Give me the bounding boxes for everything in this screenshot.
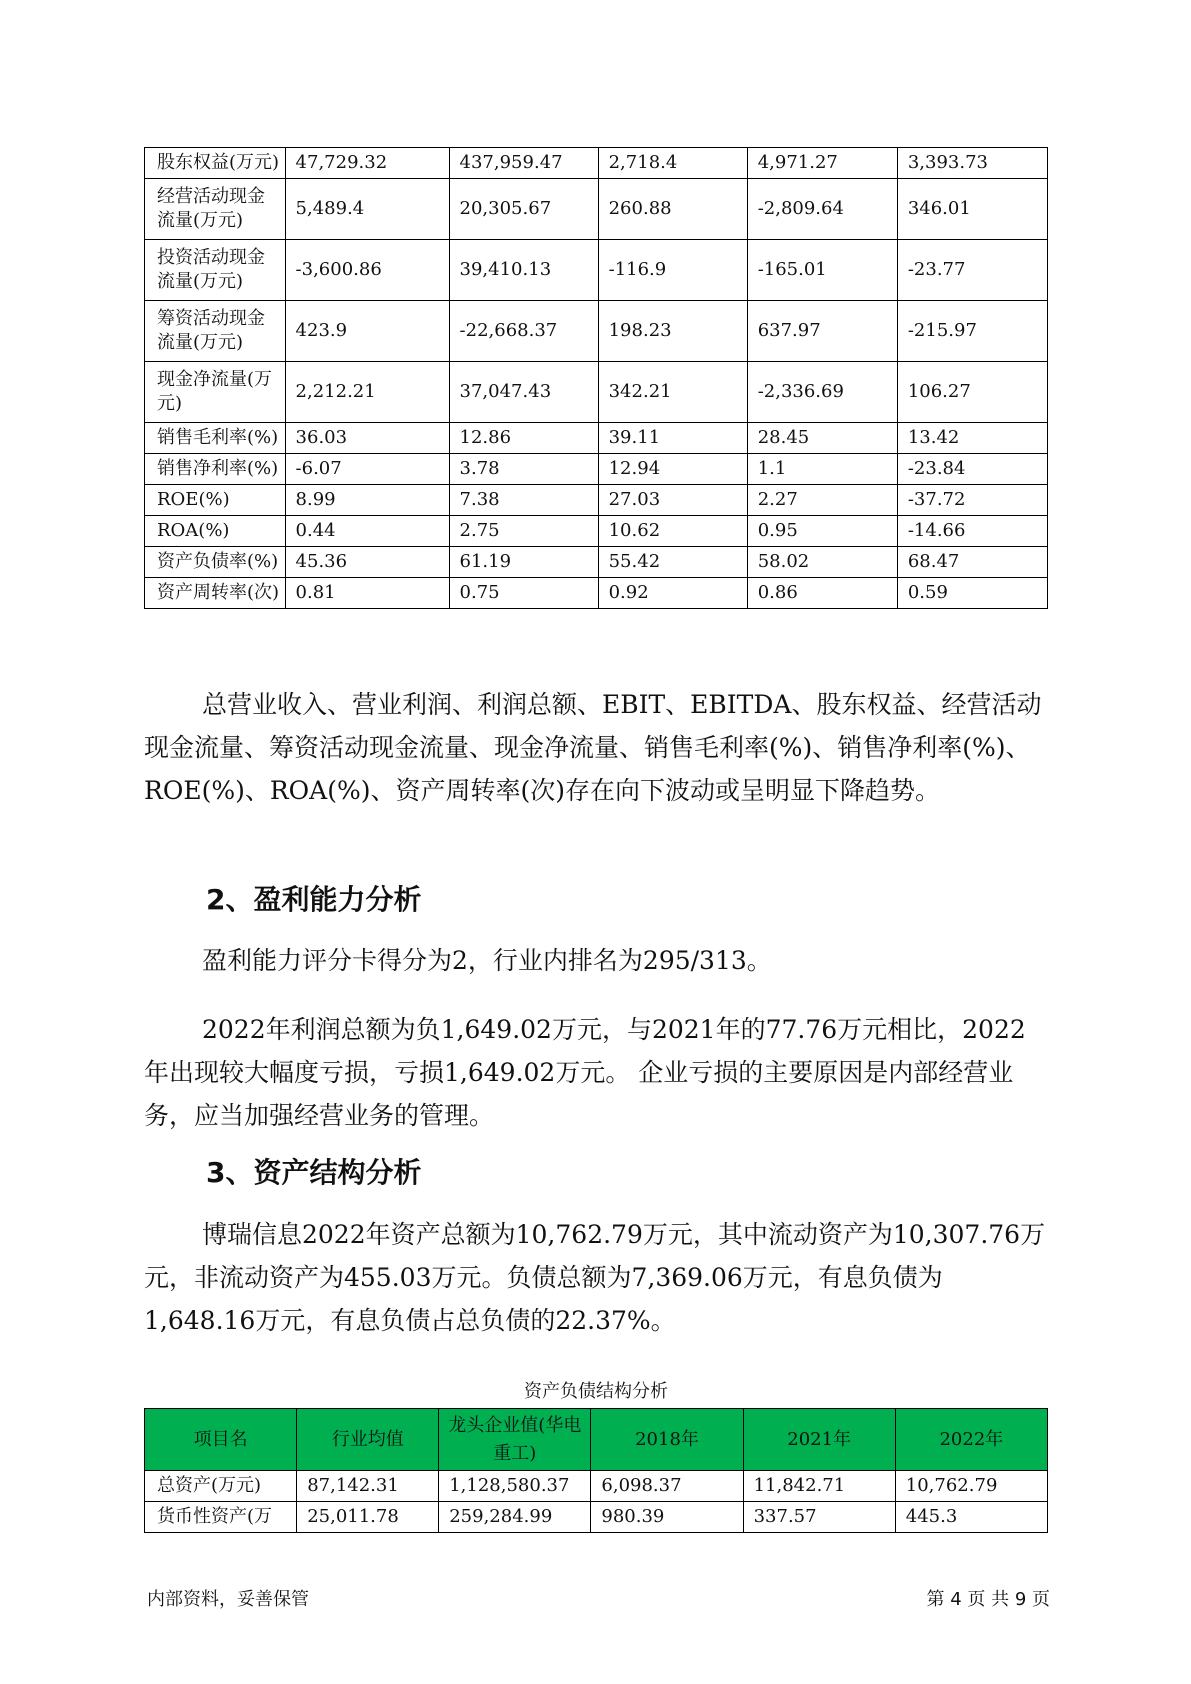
row-label: 销售毛利率(%) <box>145 423 286 454</box>
table-cell: 346.01 <box>897 179 1047 240</box>
section-heading-asset-structure: 3、资产结构分析 <box>206 1156 422 1189</box>
table-cell: 12.94 <box>598 454 747 485</box>
table-cell: 25,011.78 <box>297 1502 439 1533</box>
table-cell: 0.92 <box>598 578 747 609</box>
table-header-row <box>145 1409 1048 1471</box>
table-cell: 58.02 <box>747 547 897 578</box>
table-cell: 10,762.79 <box>895 1471 1047 1502</box>
table-cell: 0.81 <box>285 578 449 609</box>
table-cell: 37,047.43 <box>449 362 598 423</box>
balance-structure-table <box>144 1408 1048 1533</box>
table-cell: 36.03 <box>285 423 449 454</box>
column-header: 2021年 <box>743 1409 895 1471</box>
table-cell: 47,729.32 <box>285 148 449 179</box>
financial-indicators-table <box>144 147 1048 609</box>
table-cell: 445.3 <box>895 1502 1047 1533</box>
table-cell: 39,410.13 <box>449 240 598 301</box>
table-cell: 10.62 <box>598 516 747 547</box>
table-cell: 55.42 <box>598 547 747 578</box>
table-cell: 337.57 <box>743 1502 895 1533</box>
table-cell: 0.59 <box>897 578 1047 609</box>
table-row <box>145 301 1048 362</box>
table-cell: 45.36 <box>285 547 449 578</box>
table-row <box>145 362 1048 423</box>
table-cell: 198.23 <box>598 301 747 362</box>
row-label: 经营活动现金流量(万元) <box>145 179 286 240</box>
trend-paragraph: 总营业收入、营业利润、利润总额、EBIT、EBITDA、股东权益、经营活动现金流量、筹资活动现金流量、现金净流量、销售毛利率(%)、销售净利率(%)、ROE(%)、ROA(%)、资产周转率(次)存在向下波动或呈明显下降趋势。 <box>144 690 1042 805</box>
table-cell: 12.86 <box>449 423 598 454</box>
column-header: 龙头企业值(华电重工) <box>439 1409 591 1471</box>
assets-paragraph: 博瑞信息2022年资产总额为10,762.79万元，其中流动资产为10,307.76万元，非流动资产为455.03万元。负债总额为7,369.06万元，有息负债为1,648.16万元，有息负债占总负债的22.37%。 <box>144 1220 1046 1335</box>
table-cell: 2,212.21 <box>285 362 449 423</box>
table-row <box>145 423 1048 454</box>
table-row <box>145 516 1048 547</box>
table-cell: -6.07 <box>285 454 449 485</box>
table-row <box>145 1471 1048 1502</box>
row-label: 资产周转率(次) <box>145 578 286 609</box>
table-caption: 资产负债结构分析 <box>524 1381 668 1402</box>
table-cell: 1,128,580.37 <box>439 1471 591 1502</box>
table-row <box>145 1502 1048 1533</box>
table-cell: 106.27 <box>897 362 1047 423</box>
table-row <box>145 240 1048 301</box>
table-row <box>145 454 1048 485</box>
column-header: 2018年 <box>591 1409 743 1471</box>
table-cell: 0.86 <box>747 578 897 609</box>
table-cell: 13.42 <box>897 423 1047 454</box>
table-cell: -23.77 <box>897 240 1047 301</box>
table-cell: -37.72 <box>897 485 1047 516</box>
table-cell: 0.75 <box>449 578 598 609</box>
table-cell: 342.21 <box>598 362 747 423</box>
table-row <box>145 578 1048 609</box>
footer-confidential: 内部资料，妥善保管 <box>147 1589 309 1610</box>
table-cell: -116.9 <box>598 240 747 301</box>
column-header: 项目名 <box>145 1409 297 1471</box>
table-cell: 1.1 <box>747 454 897 485</box>
row-label: 投资活动现金流量(万元) <box>145 240 286 301</box>
table-cell: 260.88 <box>598 179 747 240</box>
row-label: 筹资活动现金流量(万元) <box>145 301 286 362</box>
table-cell: 259,284.99 <box>439 1502 591 1533</box>
table-cell: -14.66 <box>897 516 1047 547</box>
table-cell: 637.97 <box>747 301 897 362</box>
table-cell: 11,842.71 <box>743 1471 895 1502</box>
table-cell: 5,489.4 <box>285 179 449 240</box>
table-cell: 20,305.67 <box>449 179 598 240</box>
table-cell: 423.9 <box>285 301 449 362</box>
table-cell: 61.19 <box>449 547 598 578</box>
column-header: 行业均值 <box>297 1409 439 1471</box>
table-cell: -23.84 <box>897 454 1047 485</box>
table-cell: -2,336.69 <box>747 362 897 423</box>
table-cell: -2,809.64 <box>747 179 897 240</box>
table-cell: 8.99 <box>285 485 449 516</box>
table-cell: 28.45 <box>747 423 897 454</box>
table-cell: 3.78 <box>449 454 598 485</box>
row-label: ROA(%) <box>145 516 286 547</box>
table-cell: 437,959.47 <box>449 148 598 179</box>
table-row <box>145 179 1048 240</box>
profit-paragraph: 2022年利润总额为负1,649.02万元，与2021年的77.76万元相比，2022年出现较大幅度亏损，亏损1,649.02万元。 企业亏损的主要原因是内部经营业务，应当加强经营业务的管理。 <box>144 1015 1026 1130</box>
table-cell: -3,600.86 <box>285 240 449 301</box>
table-cell: 0.44 <box>285 516 449 547</box>
row-label: 股东权益(万元) <box>145 148 286 179</box>
footer-page-number: 第 4 页 共 9 页 <box>926 1589 1050 1610</box>
table-cell: -215.97 <box>897 301 1047 362</box>
table-cell: 27.03 <box>598 485 747 516</box>
table-cell: 2,718.4 <box>598 148 747 179</box>
table-cell: 3,393.73 <box>897 148 1047 179</box>
table-row <box>145 148 1048 179</box>
table-cell: 7.38 <box>449 485 598 516</box>
section-heading-profitability: 2、盈利能力分析 <box>206 883 422 916</box>
table-cell: 6,098.37 <box>591 1471 743 1502</box>
table-cell: 39.11 <box>598 423 747 454</box>
table-cell: -22,668.37 <box>449 301 598 362</box>
score-paragraph: 盈利能力评分卡得分为2，行业内排名为295/313。 <box>202 946 772 975</box>
table-row <box>145 547 1048 578</box>
table-cell: 87,142.31 <box>297 1471 439 1502</box>
row-label: 总资产(万元) <box>145 1471 297 1502</box>
table-cell: 4,971.27 <box>747 148 897 179</box>
table-cell: 0.95 <box>747 516 897 547</box>
row-label: 资产负债率(%) <box>145 547 286 578</box>
row-label: 现金净流量(万元) <box>145 362 286 423</box>
table-cell: -165.01 <box>747 240 897 301</box>
table-cell: 2.27 <box>747 485 897 516</box>
table-cell: 68.47 <box>897 547 1047 578</box>
row-label: ROE(%) <box>145 485 286 516</box>
row-label: 销售净利率(%) <box>145 454 286 485</box>
table-row <box>145 485 1048 516</box>
column-header: 2022年 <box>895 1409 1047 1471</box>
table-cell: 980.39 <box>591 1502 743 1533</box>
row-label: 货币性资产(万 <box>145 1502 297 1533</box>
table-cell: 2.75 <box>449 516 598 547</box>
